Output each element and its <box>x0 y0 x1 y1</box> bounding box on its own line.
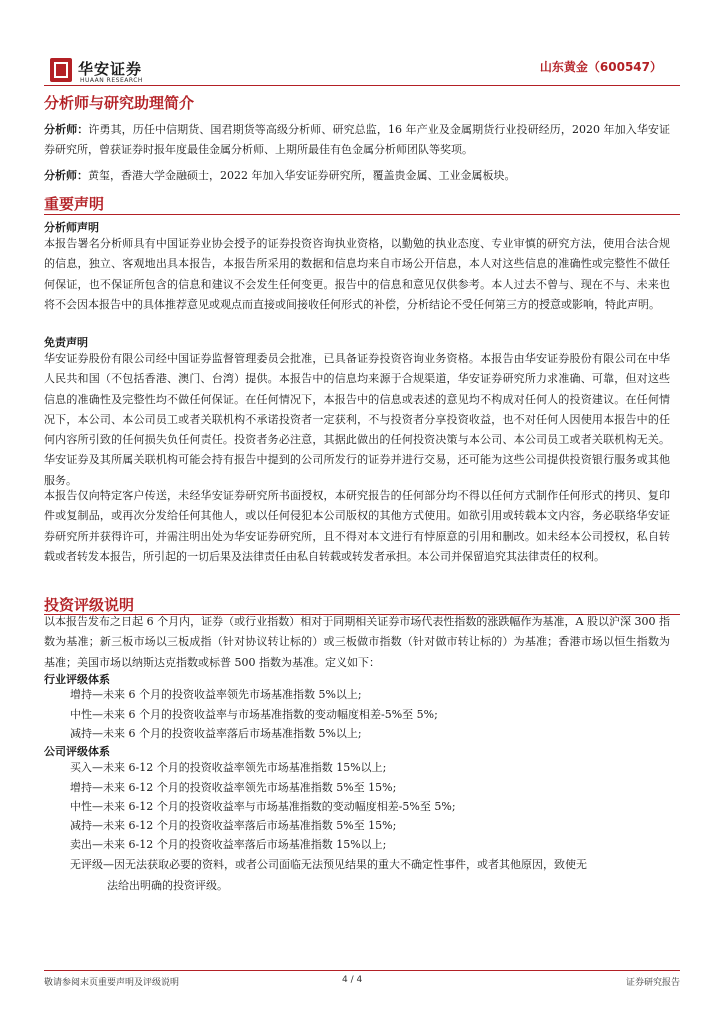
no-rating-item-cont: 法给出明确的投资评级。 <box>107 879 228 892</box>
industry-rating-item: 减持—未来 6 个月的投资收益率落后市场基准指数 5%以上; <box>70 727 362 740</box>
rating-section-title: 投资评级说明 <box>44 596 135 614</box>
footer-right-text: 证券研究报告 <box>625 978 680 988</box>
logo-text: 华安证券 <box>78 60 143 78</box>
industry-rating-heading: 行业评级体系 <box>44 673 110 686</box>
page-number: 4 / 4 <box>342 975 363 985</box>
no-rating-item: 无评级—因无法获取必要的资料，或者公司面临无法预见结果的重大不确定性事件，或者其他原因，致使无 <box>70 858 587 871</box>
disclaimer-section-title: 重要声明 <box>44 195 105 213</box>
analyst1-paragraph <box>44 120 670 161</box>
analyst-statement-heading: 分析师声明 <box>44 221 99 234</box>
logo-subtext: HUAAN RESEARCH <box>80 77 143 84</box>
industry-rating-item: 中性—未来 6 个月的投资收益率与市场基准指数的变动幅度相差-5%至 5%; <box>70 708 438 721</box>
company-rating-item: 中性—未来 6-12 个月的投资收益率与市场基准指数的变动幅度相差-5%至 5%; <box>70 800 456 813</box>
footer-divider <box>44 970 680 971</box>
company-rating-item: 增持—未来 6-12 个月的投资收益率领先市场基准指数 5%至 15%; <box>70 781 397 794</box>
analyst-section-title: 分析师与研究助理简介 <box>44 94 195 112</box>
analyst1-label: 分析师： <box>44 123 89 136</box>
company-logo-icon <box>50 58 72 82</box>
industry-rating-item: 增持—未来 6 个月的投资收益率领先市场基准指数 5%以上; <box>70 688 362 701</box>
company-rating-item: 卖出—未来 6-12 个月的投资收益率落后市场基准指数 15%以上; <box>70 838 387 851</box>
disclaimer-heading: 免责声明 <box>44 336 88 349</box>
company-rating-item: 买入—未来 6-12 个月的投资收益率领先市场基准指数 15%以上; <box>70 761 387 774</box>
rating-intro: 以本报告发布之日起 6 个月内，证券（或行业指数）相对于同期相关证券市场代表性指数的涨跌幅作为基准，A 股以沪深 300 指数为基准；新三板市场以三板成指（针对协议转让标的）或三板做市指数（针对做市转让标的）为基准；香港市场以恒生指数为基准；美国市场以纳斯达克指数或标普 500 指数为基准。定义如下： <box>44 615 670 669</box>
company-rating-item: 减持—未来 6-12 个月的投资收益率落后市场基准指数 5%至 15%; <box>70 819 397 832</box>
analyst2-text: 黄玺，香港大学金融硕士，2022 年加入华安证券研究所，覆盖贵金属、工业金属板块。 <box>88 169 516 182</box>
stock-name: 山东黄金（600547） <box>539 60 662 74</box>
analyst-statement-text: 本报告署名分析师具有中国证券业协会授予的证券投资咨询执业资格，以勤勉的执业态度、专业审慎的研究方法，使用合法合规的信息，独立、客观地出具本报告，本报告所采用的数据和信息均来自市场公开信息，本人对这些信息的准确性或完整性不做任何保证，也不保证所包含的信息和建议不会发生任何变更。报告中的信息和意见仅供参考。本人过去不曾与、现在不与、未来也将不会因本报告中的具体推荐意见或观点而直接或间接收任何形式的补偿，分析结论不受任何第三方的授意或影响，特此声明。 <box>44 237 670 311</box>
page-header <box>44 52 680 88</box>
analyst1-text: 许勇其，历任中信期货、国君期货等高级分析师、研究总监，16 年产业及金属期货行业投研经历，2020 年加入华安证券研究所，曾获证券时报年度最佳金属分析师、上期所最佳有色金属分析师团队等奖项。 <box>44 123 671 157</box>
analyst2-label: 分析师： <box>44 169 88 182</box>
company-rating-heading: 公司评级体系 <box>44 745 110 758</box>
analyst2-paragraph <box>44 166 670 186</box>
copyright-text: 本报告仅向特定客户传送，未经华安证券研究所书面授权，本研究报告的任何部分均不得以任何方式制作任何形式的拷贝、复印件或复制品，或再次分发给任何其他人，或以任何侵犯本公司版权的其他方式使用。如欲引用或转载本文内容，务必联络华安证券研究所并获得许可，并需注明出处为华安证券研究所，且不得对本文进行有悖原意的引用和删改。如未经本公司授权，私自转载或者转发本报告，所引起的一切后果及法律责任由私自转载或转发者承担。本公司并保留追究其法律责任的权利。 <box>44 489 670 563</box>
disclaimer-text: 华安证券股份有限公司经中国证券监督管理委员会批准，已具备证券投资咨询业务资格。本报告由华安证券股份有限公司在中华人民共和国（不包括香港、澳门、台湾）提供。本报告中的信息均来源于合规渠道，华安证券研究所力求准确、可靠，但对这些信息的准确性及完整性均不做任何保证。在任何情况下，本报告中的信息或表述的意见均不构成对任何人的投资建议。在任何情况下，本公司、本公司员工或者关联机构不承诺投资者一定获利，不与投资者分享投资收益，也不对任何人因使用本报告中的任何内容所引致的任何损失负任何责任。投资者务必注意，其据此做出的任何投资决策与本公司、本公司员工或者关联机构无关。华安证券及其所属关联机构可能会持有报告中提到的公司所发行的证券并进行交易，还可能为这些公司提供投资银行服务或其他服务。 <box>44 352 670 487</box>
header-divider <box>44 85 680 86</box>
disclaimer-divider <box>44 214 680 215</box>
footer-left-text: 敬请参阅末页重要声明及评级说明 <box>44 978 180 988</box>
